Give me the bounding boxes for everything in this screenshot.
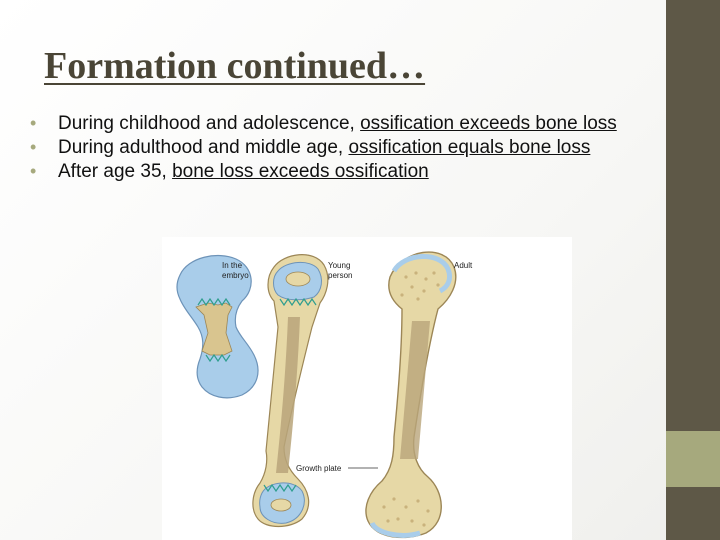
slide-title: Formation continued… xyxy=(44,45,426,87)
bullet-emphasis: bone loss exceeds ossification xyxy=(172,161,429,182)
bullet-text: During childhood and adolescence, xyxy=(58,113,361,134)
young-bone xyxy=(253,255,328,527)
label-embryo-line2: embryo xyxy=(222,271,249,280)
label-adult: Adult xyxy=(454,261,473,270)
label-growth-plate: Growth plate xyxy=(296,464,342,473)
bullet-marker: • xyxy=(30,113,37,133)
bullet-item xyxy=(24,137,644,158)
label-young-line1: Young xyxy=(328,261,351,270)
bullet-emphasis: ossification exceeds bone loss xyxy=(360,113,617,134)
label-young-line2: person xyxy=(328,271,353,280)
bullet-item xyxy=(24,113,644,134)
bullet-text: After age 35, xyxy=(58,161,173,182)
bullet-marker: • xyxy=(30,161,37,181)
bullet-text: During adulthood and middle age, xyxy=(58,137,349,158)
sidebar-accent-block xyxy=(666,431,720,487)
bullet-item xyxy=(24,161,644,182)
label-embryo-line1: In the xyxy=(222,261,243,270)
adult-bone xyxy=(366,252,456,537)
bullet-marker: • xyxy=(30,137,37,157)
sidebar-decoration xyxy=(666,0,720,540)
bullet-list xyxy=(24,113,644,185)
bone-growth-figure xyxy=(162,237,572,540)
bone-illustration xyxy=(162,237,572,540)
bullet-emphasis: ossification equals bone loss xyxy=(348,137,591,158)
